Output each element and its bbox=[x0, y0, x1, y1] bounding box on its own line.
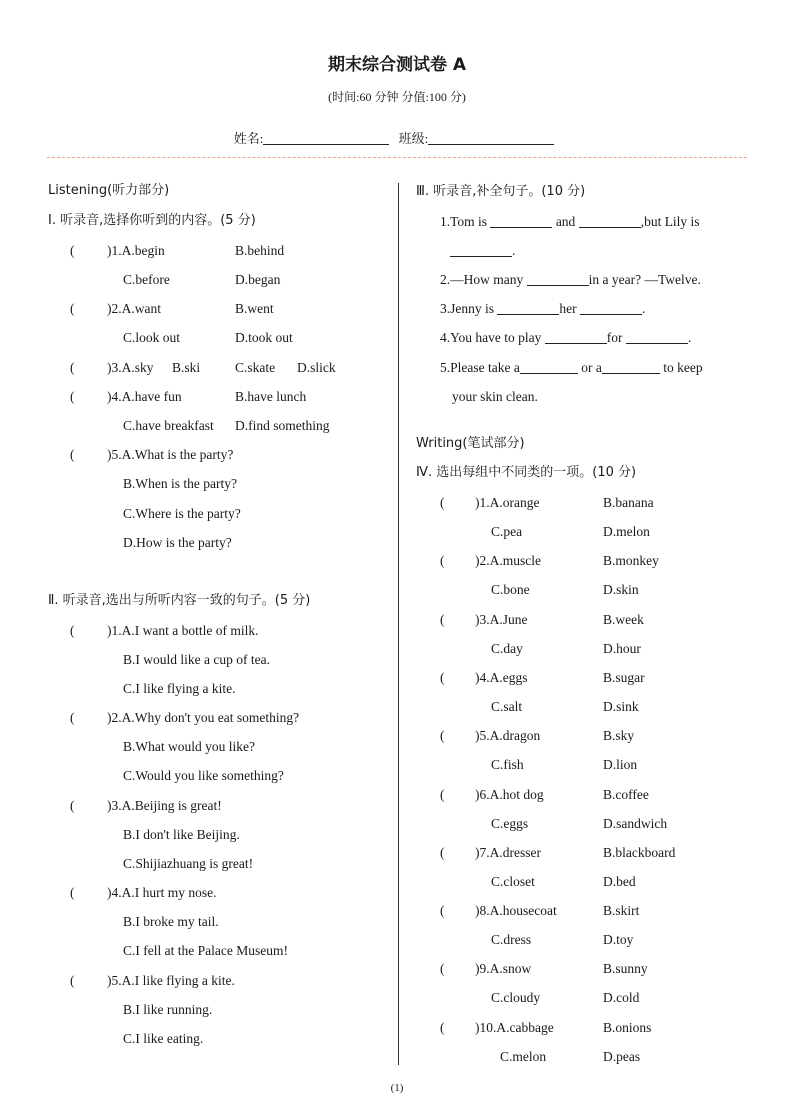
s3-q4-text-2: for bbox=[606, 330, 623, 345]
s4-q10-option-d: D.peas bbox=[603, 1049, 641, 1064]
fill-blank[interactable] bbox=[527, 274, 589, 286]
s1-q1-option-c: C.before bbox=[123, 272, 170, 287]
s1-q3-option-a: )3.A.sky bbox=[107, 360, 154, 375]
s1-q4-option-c: C.have breakfast bbox=[123, 418, 214, 433]
s4-q8-option-b: B.skirt bbox=[603, 903, 640, 918]
writing-part-label: Writing(笔试部分) bbox=[416, 436, 525, 451]
s1-q4-option-b: B.have lunch bbox=[235, 389, 307, 404]
fill-blank[interactable] bbox=[490, 216, 552, 228]
s3-q5-text-4: your skin clean. bbox=[452, 389, 538, 404]
s1-q4-option-a: )4.A.have fun bbox=[107, 389, 182, 404]
s3-q4 bbox=[440, 329, 691, 347]
s1-q3-option-b: B.ski bbox=[172, 360, 201, 375]
s2-q1-option-c: C.I like flying a kite. bbox=[123, 681, 236, 696]
answer-paren[interactable]: ( bbox=[440, 845, 445, 860]
s2-q5-option-b: B.I like running. bbox=[123, 1002, 213, 1017]
answer-paren[interactable]: ( bbox=[70, 623, 75, 638]
s2-q3-option-a: )3.A.Beijing is great! bbox=[107, 798, 222, 813]
s2-q4-option-b: B.I broke my tail. bbox=[123, 914, 219, 929]
answer-paren[interactable]: ( bbox=[440, 612, 445, 627]
name-field[interactable] bbox=[263, 132, 389, 145]
answer-paren[interactable]: ( bbox=[440, 553, 445, 568]
s2-q2-option-b: B.What would you like? bbox=[123, 739, 255, 754]
s4-q8-option-d: D.toy bbox=[603, 932, 634, 947]
answer-paren[interactable]: ( bbox=[70, 243, 75, 258]
s4-q10-option-b: B.onions bbox=[603, 1020, 652, 1035]
section-3-heading: Ⅲ. 听录音,补全句子。(10 分) bbox=[416, 184, 586, 199]
s1-q5-option-b: B.When is the party? bbox=[123, 476, 237, 491]
section-1-heading: Ⅰ. 听录音,选择你听到的内容。(5 分) bbox=[48, 213, 256, 228]
fill-blank[interactable] bbox=[602, 362, 660, 374]
s4-q4-option-a: )4.A.eggs bbox=[475, 670, 528, 685]
s1-q2-option-d: D.took out bbox=[235, 330, 293, 345]
section-4-heading: Ⅳ. 选出每组中不同类的一项。(10 分) bbox=[416, 465, 637, 480]
page-title: 期末综合测试卷 A bbox=[327, 55, 467, 75]
s4-q9-option-c: C.cloudy bbox=[491, 990, 541, 1005]
dashed-divider bbox=[47, 157, 747, 158]
s3-q4-text-3: . bbox=[687, 330, 692, 345]
s4-q6-option-a: )6.A.hot dog bbox=[475, 787, 544, 802]
s1-q1-option-a: )1.A.begin bbox=[107, 243, 165, 258]
s2-q5-option-c: C.I like eating. bbox=[123, 1031, 204, 1046]
s3-q5-text-3: to keep bbox=[663, 360, 703, 375]
s4-q9-option-d: D.cold bbox=[603, 990, 640, 1005]
s1-q2-option-a: )2.A.want bbox=[107, 301, 161, 316]
class-field[interactable] bbox=[428, 132, 554, 145]
s3-q5-text-1: 5.Please take a bbox=[440, 360, 520, 375]
fill-blank[interactable] bbox=[579, 216, 641, 228]
s4-q7-option-a: )7.A.dresser bbox=[475, 845, 541, 860]
s4-q3-option-d: D.hour bbox=[603, 641, 641, 656]
answer-paren[interactable]: ( bbox=[70, 447, 75, 462]
s2-q3-option-b: B.I don't like Beijing. bbox=[123, 827, 240, 842]
answer-paren[interactable]: ( bbox=[440, 961, 445, 976]
s4-q1-option-b: B.banana bbox=[603, 495, 654, 510]
answer-paren[interactable]: ( bbox=[70, 360, 75, 375]
s4-q10-option-c: C.melon bbox=[500, 1049, 547, 1064]
s4-q4-option-b: B.sugar bbox=[603, 670, 645, 685]
s4-q2-option-d: D.skin bbox=[603, 582, 639, 597]
s4-q7-option-b: B.blackboard bbox=[603, 845, 676, 860]
s3-q3 bbox=[440, 300, 645, 318]
s3-q2-text-2: in a year? —Twelve. bbox=[588, 272, 701, 287]
s2-q1-option-b: B.I would like a cup of tea. bbox=[123, 652, 270, 667]
answer-paren[interactable]: ( bbox=[70, 710, 75, 725]
exam-info: (时间:60 分钟 分值:100 分) bbox=[328, 90, 466, 104]
s4-q2-option-c: C.bone bbox=[491, 582, 530, 597]
s3-q1-text-2: and bbox=[555, 214, 576, 229]
s4-q8-option-c: C.dress bbox=[491, 932, 532, 947]
answer-paren[interactable]: ( bbox=[440, 728, 445, 743]
s3-q1-text-3: ,but Lily is bbox=[640, 214, 700, 229]
s1-q2-option-b: B.went bbox=[235, 301, 274, 316]
answer-paren[interactable]: ( bbox=[440, 670, 445, 685]
answer-paren[interactable]: ( bbox=[70, 389, 75, 404]
s4-q7-option-c: C.closet bbox=[491, 874, 535, 889]
s4-q6-option-c: C.eggs bbox=[491, 816, 529, 831]
s1-q1-option-d: D.began bbox=[235, 272, 281, 287]
name-label: 姓名: bbox=[233, 131, 264, 146]
s4-q1-option-d: D.melon bbox=[603, 524, 650, 539]
s1-q3-option-c: C.skate bbox=[235, 360, 276, 375]
s3-q5-text-2: or a bbox=[581, 360, 602, 375]
s4-q4-option-c: C.salt bbox=[491, 699, 523, 714]
s2-q5-option-a: )5.A.I like flying a kite. bbox=[107, 973, 235, 988]
answer-paren[interactable]: ( bbox=[440, 903, 445, 918]
s3-q2-text-1: 2.—How many bbox=[440, 272, 524, 287]
s3-q3-text-1: 3.Jenny is bbox=[440, 301, 494, 316]
s3-q3-text-2: her bbox=[559, 301, 577, 316]
s4-q7-option-d: D.bed bbox=[603, 874, 636, 889]
listening-part-label: Listening(听力部分) bbox=[48, 183, 170, 198]
s4-q4-option-d: D.sink bbox=[603, 699, 639, 714]
column-divider bbox=[398, 183, 399, 1065]
s1-q4-option-d: D.find something bbox=[235, 418, 330, 433]
s4-q2-option-b: B.monkey bbox=[603, 553, 659, 568]
class-label: 班级: bbox=[398, 131, 429, 146]
s2-q4-option-c: C.I fell at the Palace Museum! bbox=[123, 943, 288, 958]
s4-q6-option-b: B.coffee bbox=[603, 787, 649, 802]
s3-q1-text-1: 1.Tom is bbox=[440, 214, 488, 229]
s4-q3-option-b: B.week bbox=[603, 612, 644, 627]
fill-blank[interactable] bbox=[545, 332, 607, 344]
s4-q1-option-c: C.pea bbox=[491, 524, 523, 539]
fill-blank[interactable] bbox=[520, 362, 578, 374]
answer-paren[interactable]: ( bbox=[440, 495, 445, 510]
fill-blank[interactable] bbox=[626, 332, 688, 344]
answer-paren[interactable]: ( bbox=[440, 1020, 445, 1035]
s4-q3-option-c: C.day bbox=[491, 641, 523, 656]
s4-q1-option-a: )1.A.orange bbox=[475, 495, 540, 510]
s4-q5-option-d: D.lion bbox=[603, 757, 638, 772]
answer-paren[interactable]: ( bbox=[70, 973, 75, 988]
s3-q2 bbox=[440, 271, 701, 289]
s3-q1-text-4: . bbox=[512, 243, 516, 258]
s2-q3-option-c: C.Shijiazhuang is great! bbox=[123, 856, 254, 871]
fill-blank[interactable] bbox=[450, 245, 512, 257]
s1-q5-option-c: C.Where is the party? bbox=[123, 506, 241, 521]
answer-paren[interactable]: ( bbox=[70, 798, 75, 813]
s4-q5-option-b: B.sky bbox=[603, 728, 635, 743]
s2-q2-option-a: )2.A.Why don't you eat something? bbox=[107, 710, 300, 725]
s4-q10-option-a: )10.A.cabbage bbox=[475, 1020, 554, 1035]
s4-q6-option-d: D.sandwich bbox=[603, 816, 668, 831]
answer-paren[interactable]: ( bbox=[70, 301, 75, 316]
s3-q3-text-3: . bbox=[642, 301, 646, 316]
s1-q1-option-b: B.behind bbox=[235, 243, 285, 258]
s2-q2-option-c: C.Would you like something? bbox=[123, 768, 284, 783]
name-class-row bbox=[0, 128, 794, 147]
s2-q1-option-a: )1.A.I want a bottle of milk. bbox=[107, 623, 259, 638]
answer-paren[interactable]: ( bbox=[440, 787, 445, 802]
s1-q5-option-a: )5.A.What is the party? bbox=[107, 447, 234, 462]
s3-q1-cont bbox=[450, 242, 515, 260]
s4-q3-option-a: )3.A.June bbox=[475, 612, 528, 627]
s1-q3-option-d: D.slick bbox=[297, 360, 336, 375]
s4-q9-option-b: B.sunny bbox=[603, 961, 648, 976]
s1-q2-option-c: C.look out bbox=[123, 330, 181, 345]
fill-blank[interactable] bbox=[497, 303, 559, 315]
fill-blank[interactable] bbox=[580, 303, 642, 315]
answer-paren[interactable]: ( bbox=[70, 885, 75, 900]
section-2-heading: Ⅱ. 听录音,选出与所听内容一致的句子。(5 分) bbox=[48, 593, 311, 608]
s4-q2-option-a: )2.A.muscle bbox=[475, 553, 541, 568]
s4-q5-option-c: C.fish bbox=[491, 757, 524, 772]
s4-q9-option-a: )9.A.snow bbox=[475, 961, 532, 976]
s2-q4-option-a: )4.A.I hurt my nose. bbox=[107, 885, 217, 900]
s1-q5-option-d: D.How is the party? bbox=[123, 535, 232, 550]
s4-q5-option-a: )5.A.dragon bbox=[475, 728, 541, 743]
s4-q8-option-a: )8.A.housecoat bbox=[475, 903, 557, 918]
page-number: (1) bbox=[390, 1082, 404, 1094]
s3-q5 bbox=[440, 359, 703, 377]
s3-q1 bbox=[440, 213, 700, 231]
s3-q4-text-1: 4.You have to play bbox=[440, 330, 542, 345]
